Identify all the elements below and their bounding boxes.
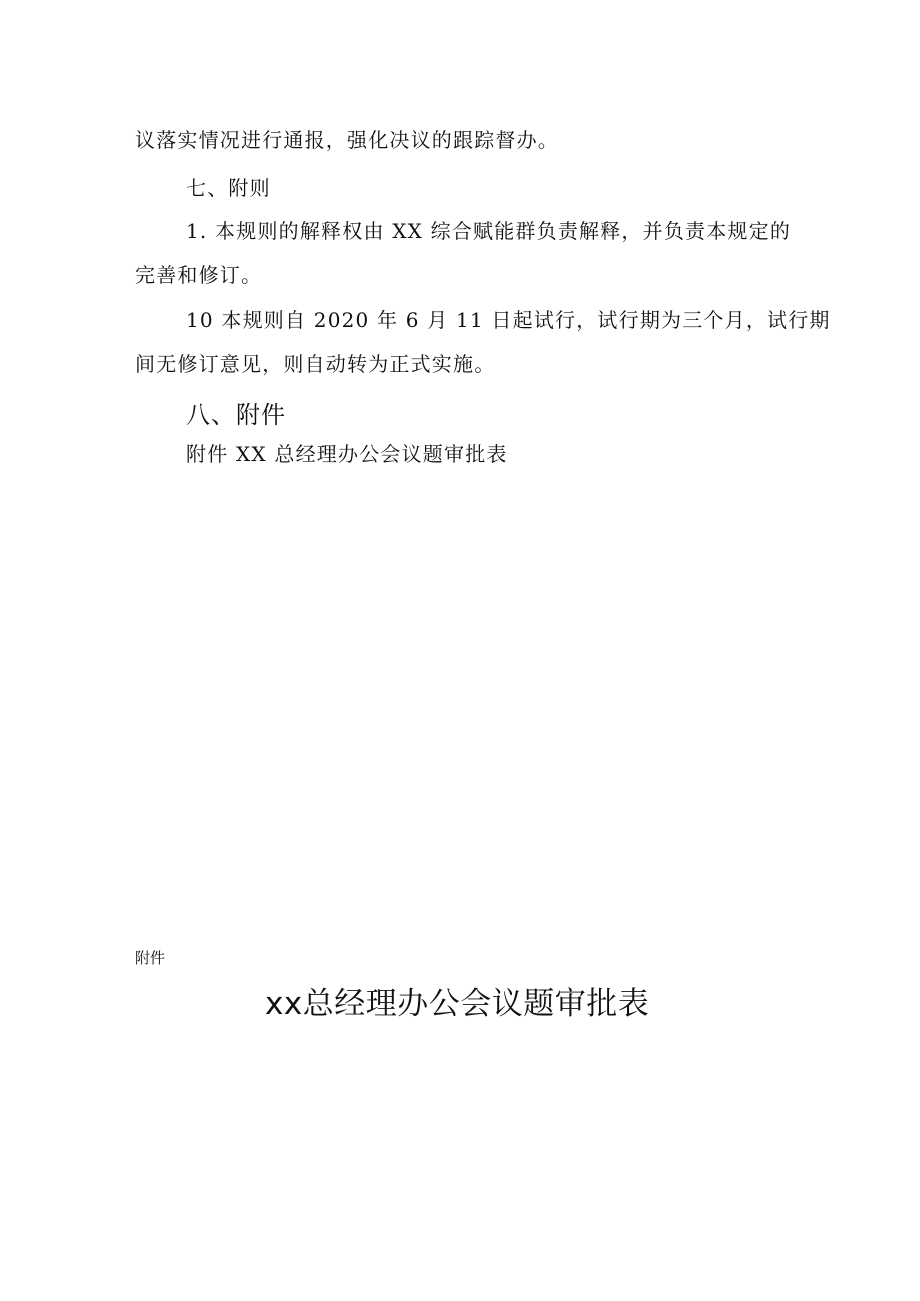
section-title-attachments: 八、附件 (186, 401, 286, 429)
attachment-reference: 附件 XX 总经理办公会议题审批表 (186, 442, 508, 466)
rule-item-1-line-1: 1. 本规则的解释权由 XX 综合赋能群负责解释，并负责本规定的 (186, 219, 792, 243)
rule-item-1-line-2: 完善和修订。 (135, 263, 263, 287)
rule-item-2-line-2: 间无修订意见，则自动转为正式实施。 (135, 352, 496, 376)
annex-label: 附件 (135, 949, 166, 967)
annex-title: xx总经理办公会议题审批表 (265, 986, 650, 1022)
rule-item-2-line-1: 10 本规则自 2020 年 6 月 11 日起试行，试行期为三个月，试行期 (186, 308, 831, 332)
paragraph-line: 议落实情况进行通报，强化决议的跟踪督办。 (135, 128, 559, 152)
section-title-appendix-rules: 七、附则 (186, 176, 271, 200)
